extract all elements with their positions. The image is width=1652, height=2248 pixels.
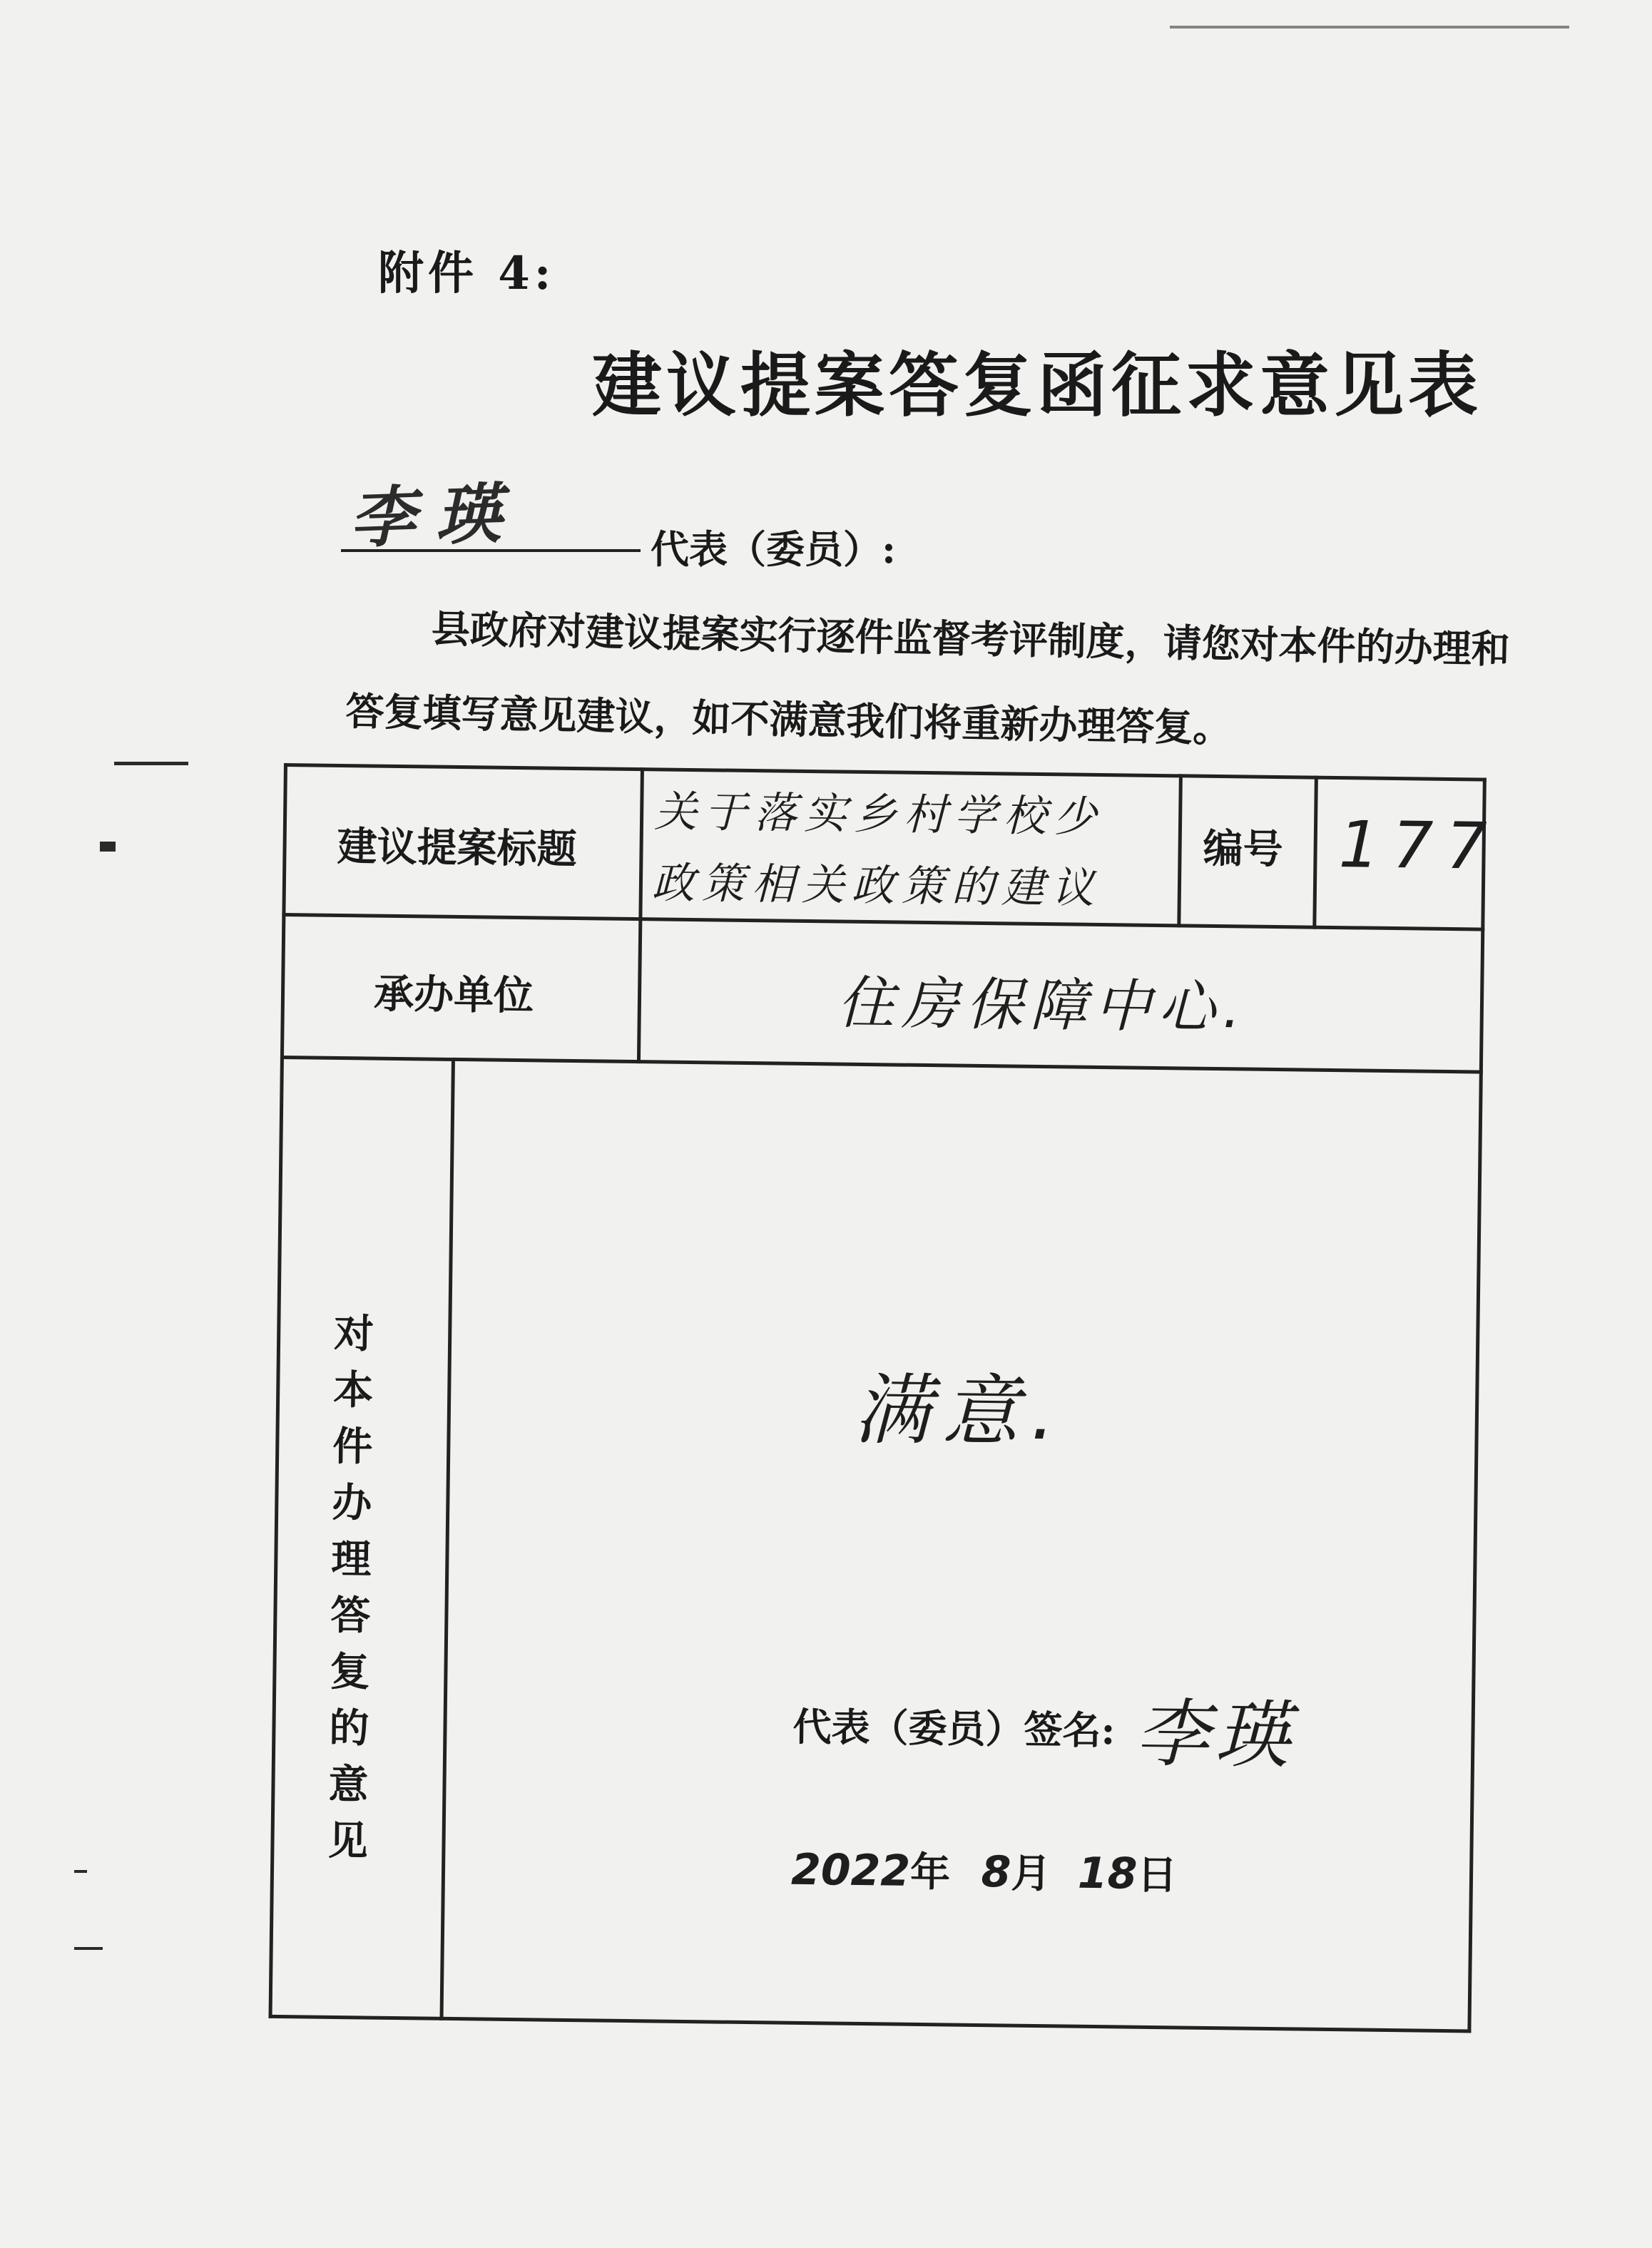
table-rule-row1 xyxy=(282,913,1484,931)
salutation-suffix: 代表（委员）: xyxy=(651,526,896,572)
signature-date xyxy=(791,1839,1178,1901)
opinion-form-table xyxy=(268,763,1501,2033)
unit-label: 承办单位 xyxy=(373,970,534,1020)
table-border-bottom xyxy=(268,2015,1471,2033)
number-value: 177 xyxy=(1338,807,1501,884)
table-rule-col-label xyxy=(637,767,644,1063)
table-rule-col-number-left xyxy=(1177,774,1183,927)
opinion-label: 对本件办理答复的意见 xyxy=(327,1309,374,1865)
attachment-label: 附件 4: xyxy=(378,247,556,300)
scan-mark-left-dash-3 xyxy=(74,1947,103,1950)
date-month-unit: 月 xyxy=(1010,1849,1051,1898)
date-year-unit: 年 xyxy=(909,1848,951,1896)
title-value-line2: 政策相关政策的建议 xyxy=(651,858,1102,914)
scan-mark-left-tick xyxy=(100,842,116,852)
salutation-name-handwritten: 李瑛 xyxy=(348,474,523,558)
title-value-line1: 关于落实乡村学校少 xyxy=(653,787,1104,843)
date-day: 18 xyxy=(1077,1848,1138,1899)
table-rule-col-opinion xyxy=(439,1058,454,2020)
table-border-right xyxy=(1467,778,1487,2033)
unit-value: 住房保障中心. xyxy=(837,969,1248,1041)
date-month: 8 xyxy=(981,1847,1011,1898)
table-border-left xyxy=(268,763,287,2018)
number-label: 编号 xyxy=(1203,824,1284,874)
table-rule-col-number-right xyxy=(1312,776,1318,929)
scan-mark-left-dash-2 xyxy=(74,1870,87,1873)
scan-mark-left-dash xyxy=(114,762,188,765)
salutation-underline xyxy=(341,549,641,552)
title-label: 建议提案标题 xyxy=(337,822,577,874)
date-day-unit: 日 xyxy=(1136,1851,1178,1899)
signature-label: 代表（委员）签名: xyxy=(792,1703,1116,1754)
scan-mark-top-right xyxy=(1170,26,1569,29)
signature-value: 李瑛 xyxy=(1134,1690,1296,1779)
intro-paragraph: 县政府对建议提案实行逐件监督考评制度，请您对本件的办理和答复填写意见建议，如不满意我们将重新办理答复。 xyxy=(345,606,1511,751)
table-rule-row2 xyxy=(280,1056,1483,1074)
date-year: 2022 xyxy=(790,1844,911,1896)
opinion-value: 满意. xyxy=(853,1365,1068,1458)
form-title: 建议提案答复函征求意见表 xyxy=(592,344,1483,426)
